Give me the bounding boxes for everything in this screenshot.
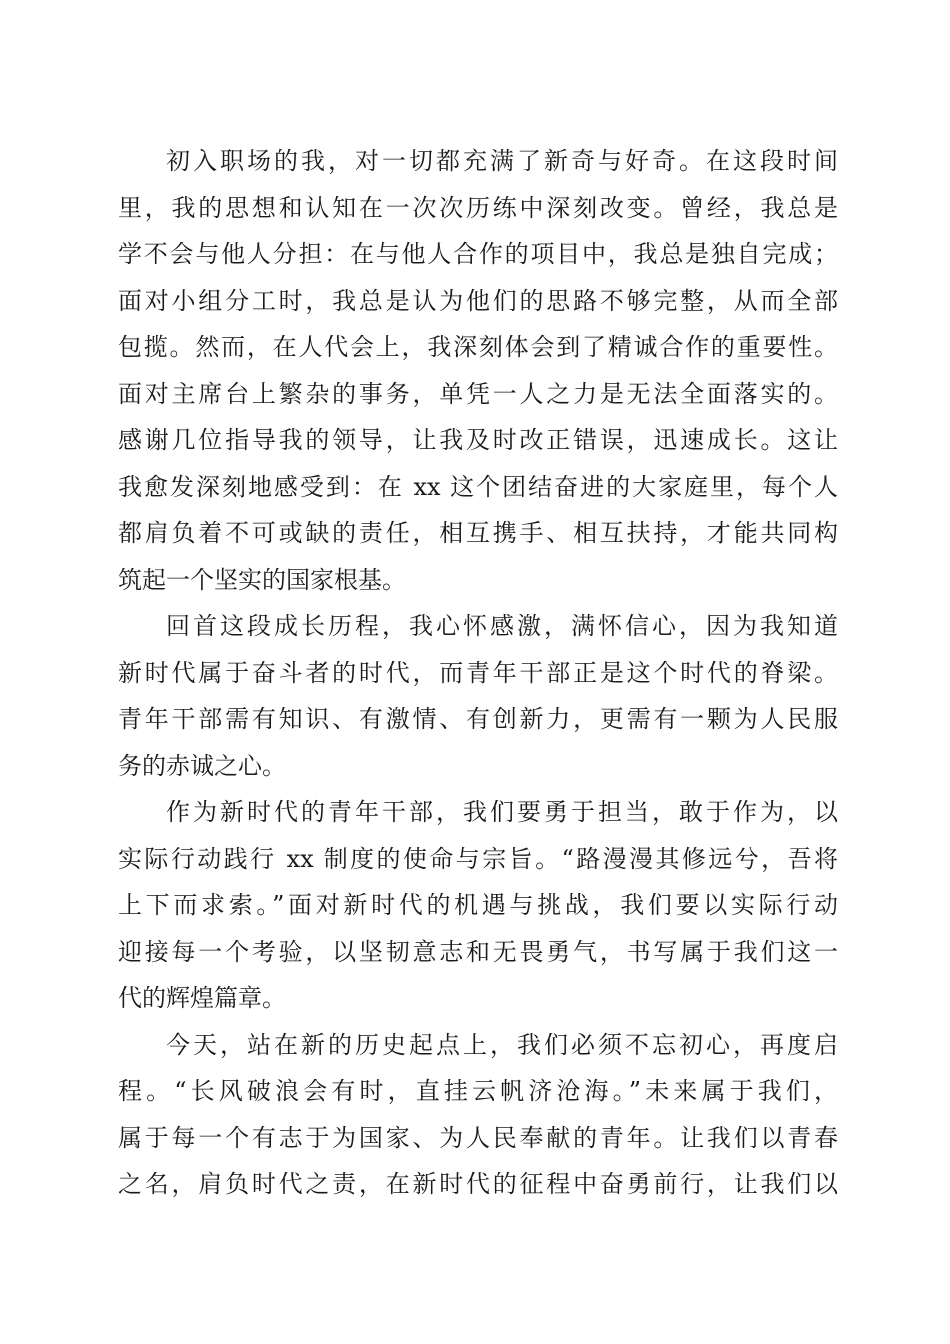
paragraph-line: 迎接每一个考验，以坚韧意志和无畏勇气，书写属于我们这一 — [118, 938, 838, 966]
paragraph-line: 务的赤诚之心。 — [118, 752, 286, 780]
paragraph-line: 感谢几位指导我的领导，让我及时改正错误，迅速成长。这让 — [118, 426, 838, 454]
paragraph-line: 今天，站在新的历史起点上，我们必须不忘初心，再度启 — [166, 1031, 838, 1059]
paragraph-line: 上下而求索。”面对新时代的机遇与挑战，我们要以实际行动 — [118, 891, 838, 919]
paragraph-line: 回首这段成长历程，我心怀感激，满怀信心，因为我知道 — [166, 612, 838, 640]
paragraph-line: 青年干部需有知识、有激情、有创新力，更需有一颗为人民服 — [118, 705, 838, 733]
paragraph-line: 都肩负着不可或缺的责任，相互携手、相互扶持，才能共同构 — [118, 519, 838, 547]
paragraph-line: 筑起一个坚实的国家根基。 — [118, 566, 406, 594]
paragraph-line: 属于每一个有志于为国家、为人民奉献的青年。让我们以青春 — [118, 1124, 838, 1152]
paragraph-line: 程。“长风破浪会有时，直挂云帆济沧海。”未来属于我们， — [118, 1077, 838, 1105]
paragraph-line: 作为新时代的青年干部，我们要勇于担当，敢于作为，以 — [166, 798, 838, 826]
paragraph-line: 里，我的思想和认知在一次次历练中深刻改变。曾经，我总是 — [118, 194, 838, 222]
paragraph-line: 代的辉煌篇章。 — [118, 984, 286, 1012]
paragraph-line: 实际行动践行 xx 制度的使命与宗旨。“路漫漫其修远兮，吾将 — [118, 845, 838, 873]
paragraph-line: 面对主席台上繁杂的事务，单凭一人之力是无法全面落实的。 — [118, 380, 838, 408]
paragraph-line: 初入职场的我，对一切都充满了新奇与好奇。在这段时间 — [166, 147, 838, 175]
paragraph-line: 面对小组分工时，我总是认为他们的思路不够完整，从而全部 — [118, 287, 838, 315]
paragraph-line: 新时代属于奋斗者的时代，而青年干部正是这个时代的脊梁。 — [118, 659, 838, 687]
paragraph-line: 包揽。然而，在人代会上，我深刻体会到了精诚合作的重要性。 — [118, 333, 838, 361]
paragraph-line: 学不会与他人分担：在与他人合作的项目中，我总是独自完成； — [118, 240, 838, 268]
paragraph-line: 我愈发深刻地感受到：在 xx 这个团结奋进的大家庭里，每个人 — [118, 473, 838, 501]
paragraph-line: 之名，肩负时代之责，在新时代的征程中奋勇前行，让我们以 — [118, 1170, 838, 1198]
